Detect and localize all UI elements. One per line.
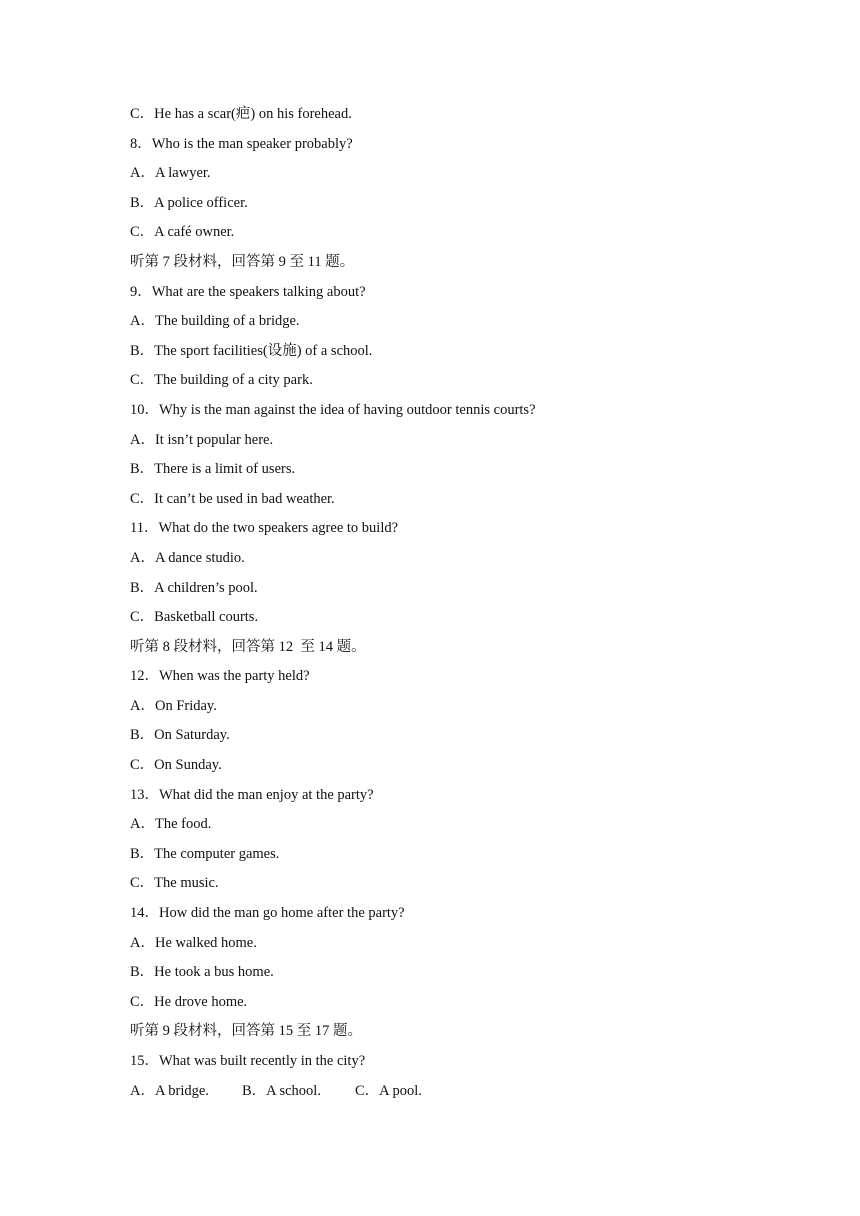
answer-option: B．The sport facilities(设施) of a school. — [130, 342, 373, 359]
answer-option: A．He walked home. — [130, 934, 257, 951]
answer-option: B．The computer games. — [130, 845, 280, 862]
answer-option: B．On Saturday. — [130, 727, 230, 744]
answer-option: C．A pool. — [355, 1082, 422, 1099]
answer-option: B．A children’s pool. — [130, 579, 258, 596]
answer-option: B．A school. — [242, 1082, 321, 1099]
answer-option: A．A bridge. — [130, 1082, 209, 1099]
answer-option: A．On Friday. — [130, 697, 217, 714]
answer-option: C．He has a scar(疤) on his forehead. — [130, 106, 352, 122]
answer-option: C．It can’t be used in bad weather. — [130, 490, 335, 507]
answer-option: C．The music. — [130, 875, 219, 892]
answer-option: A．It isn’t popular here. — [130, 431, 274, 448]
answer-option: B．There is a limit of users. — [130, 461, 296, 478]
answer-option: A．A dance studio. — [130, 549, 245, 566]
answer-option: C．Basketball courts. — [130, 609, 259, 626]
answer-option: A．A lawyer. — [130, 165, 211, 182]
answer-option: A．The building of a bridge. — [130, 313, 300, 330]
answer-options-row — [130, 1081, 770, 1111]
answer-option: C．The building of a city park. — [130, 372, 313, 389]
section-instruction: 听第 7 段材料，回答第 9 至 11 题。 — [130, 253, 355, 270]
answer-option: A．The food. — [130, 816, 212, 833]
answer-option: B．He took a bus home. — [130, 964, 274, 981]
question-text: 15．What was built recently in the city? — [130, 1053, 366, 1069]
question-text: 13．What did the man enjoy at the party? — [130, 786, 374, 803]
question-text: 8．Who is the man speaker probably? — [130, 135, 353, 152]
answer-option: B．A police officer. — [130, 194, 248, 211]
answer-option: C．On Sunday. — [130, 757, 222, 774]
document-body — [130, 104, 770, 1110]
question-text: 10．Why is the man against the idea of having outdoor tennis courts? — [130, 401, 536, 418]
section-instruction: 听第 9 段材料，回答第 15 至 17 题。 — [130, 1023, 362, 1040]
section-instruction: 听第 8 段材料，回答第 12 至 14 题。 — [130, 638, 366, 655]
answer-option: C．He drove home. — [130, 993, 248, 1010]
question-text: 12．When was the party held? — [130, 668, 310, 685]
answer-option: C．A café owner. — [130, 224, 235, 241]
question-text: 14．How did the man go home after the party? — [130, 905, 405, 922]
question-text: 11．What do the two speakers agree to build? — [130, 520, 399, 537]
question-text: 9．What are the speakers talking about? — [130, 283, 366, 300]
